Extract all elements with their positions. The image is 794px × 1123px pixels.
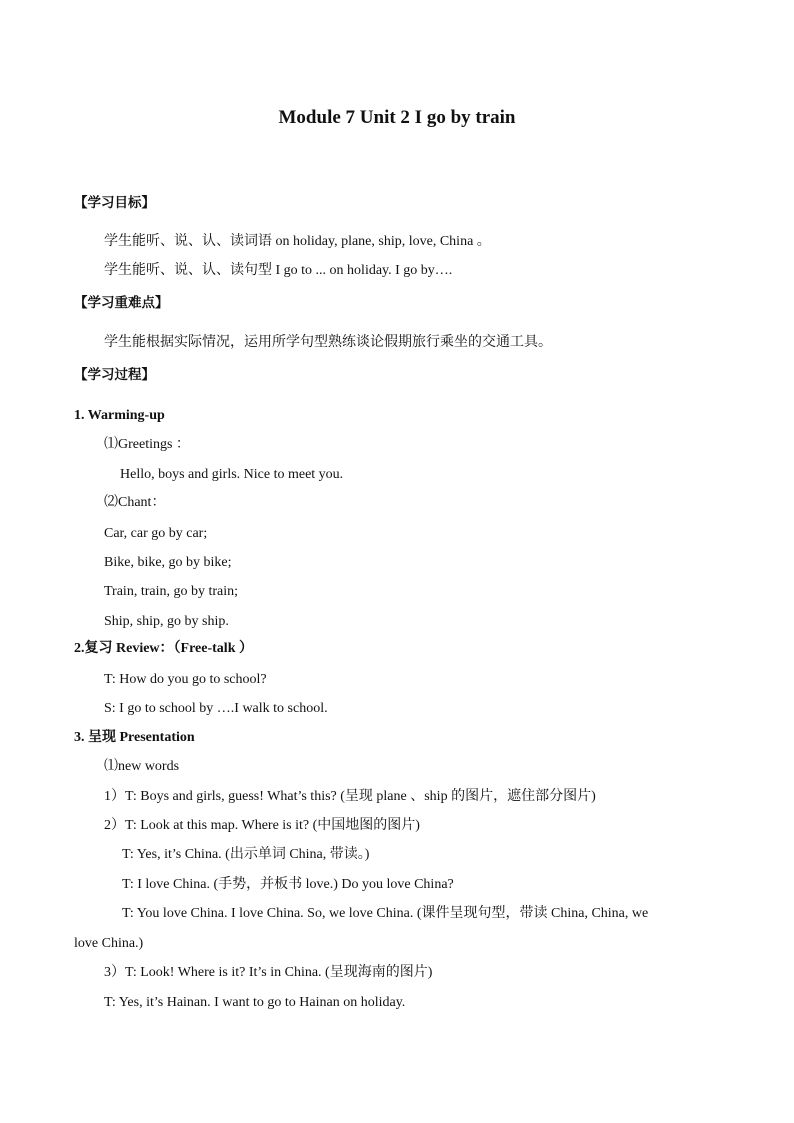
warmup-line-2: Hello, boys and girls. Nice to meet you. bbox=[120, 467, 344, 482]
presentation-line-3: 2）T: Look at this map. Where is it? (中国地图的图片) bbox=[104, 818, 420, 833]
review-line-1: T: How do you go to school? bbox=[104, 672, 267, 687]
warmup-heading: 1. Warming-up bbox=[74, 408, 165, 423]
presentation-heading: 3. 呈现 Presentation bbox=[74, 730, 195, 745]
warmup-line-7: Ship, ship, go by ship. bbox=[104, 614, 229, 629]
presentation-line-5: T: I love China. (手势，并板书 love.) Do you love China? bbox=[122, 877, 454, 892]
warmup-line-5: Bike, bike, go by bike; bbox=[104, 555, 232, 570]
presentation-line-2: 1）T: Boys and girls, guess! What’s this? (呈现 plane 、ship 的图片，遮住部分图片) bbox=[104, 789, 596, 804]
goals-heading: 【学习目标】 bbox=[74, 195, 155, 211]
focus-heading: 【学习重难点】 bbox=[74, 295, 169, 311]
presentation-line-6: T: You love China. I love China. So, we love China. (课件呈现句型，带读 China, China, we bbox=[122, 906, 649, 921]
goals-line-1: 学生能听、说、认、读词语 on holiday, plane, ship, love, China 。 bbox=[104, 234, 491, 249]
focus-line-1: 学生能根据实际情况，运用所学句型熟练谈论假期旅行乘坐的交通工具。 bbox=[104, 335, 552, 350]
presentation-line-4: T: Yes, it’s China. (出示单词 China, 带读。) bbox=[122, 847, 370, 862]
presentation-line-7: love China.) bbox=[74, 936, 144, 951]
warmup-line-6: Train, train, go by train; bbox=[104, 584, 239, 599]
presentation-line-8: 3）T: Look! Where is it? It’s in China. (呈现海南的图片) bbox=[104, 965, 433, 980]
warmup-line-1: ⑴Greetings ： bbox=[104, 437, 190, 452]
review-line-2: S: I go to school by ….I walk to school. bbox=[104, 701, 328, 716]
warmup-line-3: ⑵Chant： bbox=[104, 495, 166, 510]
goals-line-2: 学生能听、说、认、读句型 I go to ... on holiday. I go by…. bbox=[104, 263, 453, 278]
warmup-line-4: Car, car go by car; bbox=[104, 526, 208, 541]
process-heading: 【学习过程】 bbox=[74, 367, 155, 383]
document-title: Module 7 Unit 2 I go by train bbox=[278, 107, 516, 128]
presentation-line-9: T: Yes, it’s Hainan. I want to go to Hainan on holiday. bbox=[104, 995, 406, 1010]
review-heading: 2.复习 Review：（Free-talk ） bbox=[74, 641, 253, 656]
presentation-line-1: ⑴new words bbox=[104, 759, 180, 774]
